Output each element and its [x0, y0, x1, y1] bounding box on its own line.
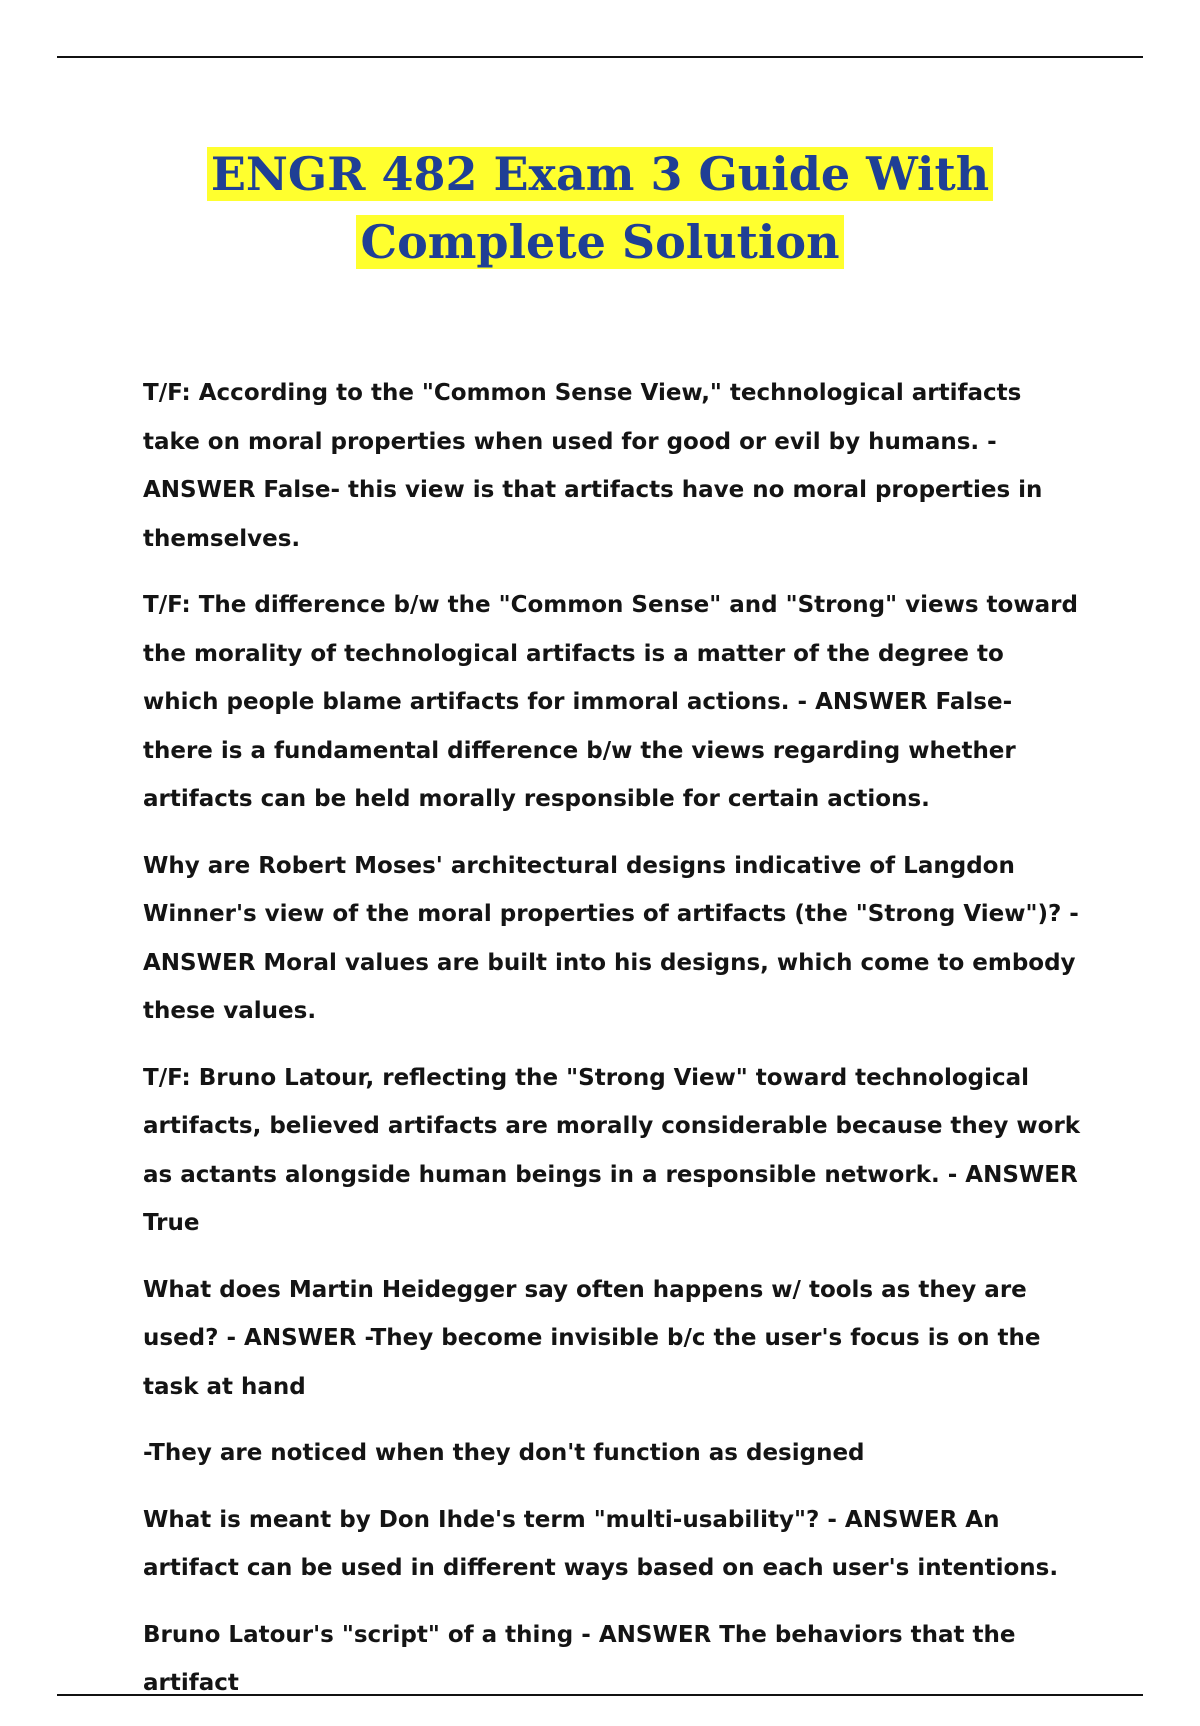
- top-rule: [57, 56, 1143, 58]
- qa-entry-5: What does Martin Heidegger say often happens w/ tools as they are used? - ANSWER -They become invisible b/c the user's focus is on the task at hand: [143, 1276, 1041, 1400]
- qa-entry-2: T/F: The difference b/w the "Common Sense" and "Strong" views toward the morality of technological artifacts is a matter of the degree to which people blame artifacts for immoral actions. - ANSWER False- there is a fundamental difference b/w the views regarding whether artifacts can be held morally responsible for certain actions.: [143, 592, 1078, 812]
- qa-entry-4: T/F: Bruno Latour, reflecting the "Strong View" toward technological artifacts, believed artifacts are morally considerable because they work as actants alongside human beings in a responsible network. - ANSWER True: [143, 1064, 1081, 1236]
- qa-entry-3: Why are Robert Moses' architectural designs indicative of Langdon Winner's view of the moral properties of artifacts (the "Strong View")? - ANSWER Moral values are built into his designs, which come to embody these values.: [143, 852, 1079, 1024]
- document-title: [0, 140, 1200, 276]
- qa-list: [143, 369, 1083, 1726]
- qa-entry-7: Bruno Latour's "script" of a thing - ANSWER The behaviors that the artifact: [143, 1621, 1016, 1696]
- qa-entry-6: What is meant by Don Ihde's term "multi-usability"? - ANSWER An artifact can be used in different ways based on each user's intentions.: [143, 1506, 1059, 1581]
- qa-entry-5-continued: -They are noticed when they don't function as designed: [143, 1440, 865, 1466]
- bottom-rule: [57, 1694, 1143, 1696]
- qa-entry-1: T/F: According to the "Common Sense View," technological artifacts take on moral properties when used for good or evil by humans. - ANSWER False- this view is that artifacts have no moral properties in themselves.: [143, 380, 1043, 552]
- title-line-2: Complete Solution: [356, 215, 843, 269]
- title-line-1: ENGR 482 Exam 3 Guide With: [207, 147, 993, 201]
